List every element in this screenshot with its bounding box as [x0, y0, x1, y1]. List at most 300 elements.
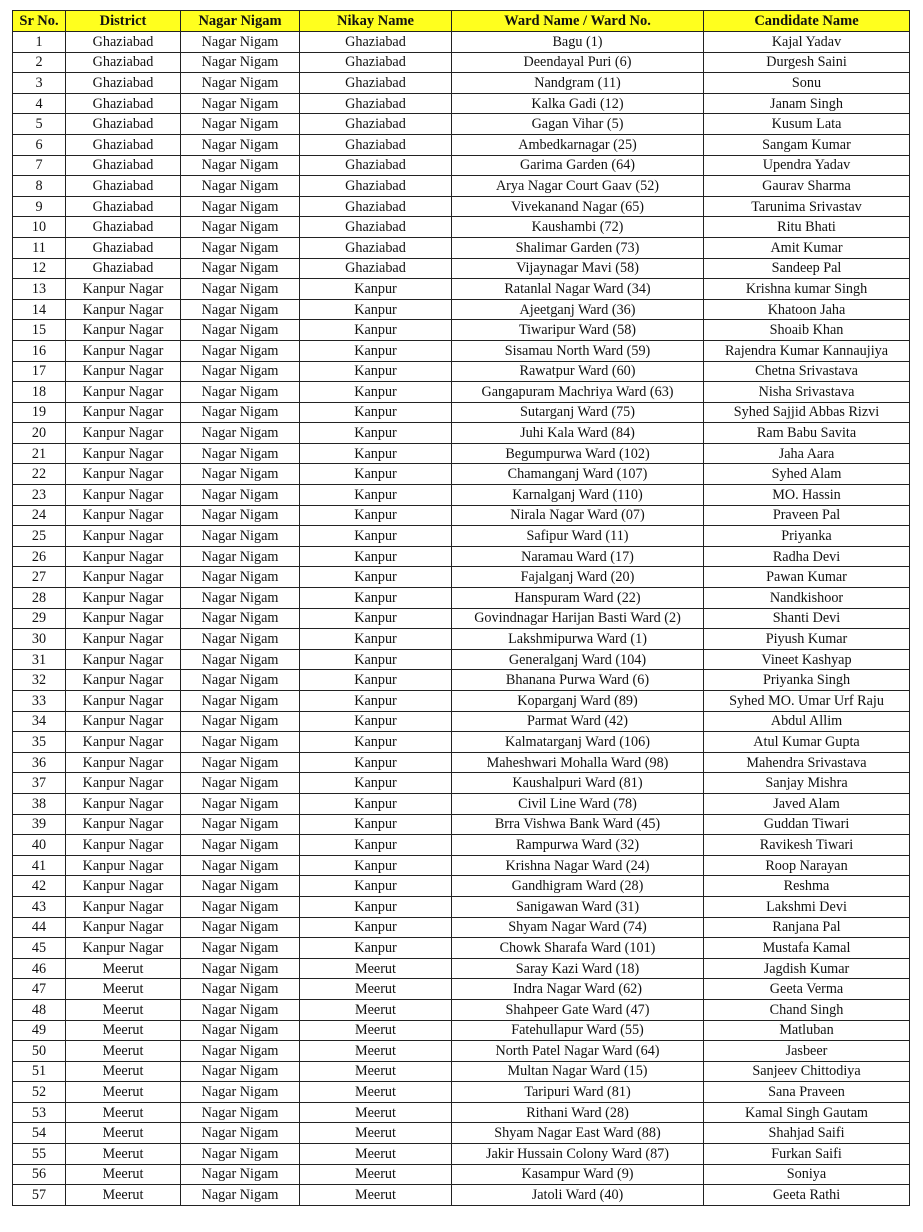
candidate-name-cell: Soniya [704, 1164, 910, 1185]
candidate-list-sheet [12, 10, 909, 1206]
ward-name-cell: Kasampur Ward (9) [452, 1164, 704, 1185]
table-row [13, 485, 910, 506]
ward-name-cell: Shyam Nagar East Ward (88) [452, 1123, 704, 1144]
candidate-name-cell: Ram Babu Savita [704, 423, 910, 444]
nagar-nigam-cell: Nagar Nigam [181, 382, 300, 403]
ward-name-cell: Gangapuram Machriya Ward (63) [452, 382, 704, 403]
sr-no-cell: 44 [13, 917, 66, 938]
ward-name-cell: Ajeetganj Ward (36) [452, 299, 704, 320]
sr-no-cell: 4 [13, 93, 66, 114]
district-cell: Kanpur Nagar [66, 382, 181, 403]
nagar-nigam-cell: Nagar Nigam [181, 855, 300, 876]
sr-no-cell: 53 [13, 1102, 66, 1123]
candidate-name-cell: Furkan Saifi [704, 1144, 910, 1165]
table-row [13, 196, 910, 217]
table-row [13, 691, 910, 712]
sr-no-cell: 19 [13, 402, 66, 423]
candidate-name-cell: Mustafa Kamal [704, 938, 910, 959]
nagar-nigam-cell: Nagar Nigam [181, 1144, 300, 1165]
candidate-name-cell: Amit Kumar [704, 237, 910, 258]
candidate-name-cell: Mahendra Srivastava [704, 752, 910, 773]
nikay-name-cell: Kanpur [300, 279, 452, 300]
nikay-name-cell: Kanpur [300, 340, 452, 361]
sr-no-cell: 36 [13, 752, 66, 773]
district-cell: Kanpur Nagar [66, 938, 181, 959]
district-cell: Ghaziabad [66, 32, 181, 53]
table-row [13, 340, 910, 361]
nagar-nigam-cell: Nagar Nigam [181, 526, 300, 547]
nikay-name-cell: Kanpur [300, 732, 452, 753]
nagar-nigam-cell: Nagar Nigam [181, 52, 300, 73]
candidate-name-cell: Javed Alam [704, 793, 910, 814]
table-row [13, 608, 910, 629]
ward-name-cell: Sisamau North Ward (59) [452, 340, 704, 361]
header-nikay-name: Nikay Name [300, 11, 452, 32]
ward-name-cell: Civil Line Ward (78) [452, 793, 704, 814]
district-cell: Kanpur Nagar [66, 567, 181, 588]
sr-no-cell: 52 [13, 1082, 66, 1103]
candidate-name-cell: Sana Praveen [704, 1082, 910, 1103]
ward-name-cell: Brra Vishwa Bank Ward (45) [452, 814, 704, 835]
nikay-name-cell: Kanpur [300, 485, 452, 506]
nikay-name-cell: Meerut [300, 1082, 452, 1103]
ward-name-cell: Kalmatarganj Ward (106) [452, 732, 704, 753]
candidate-name-cell: Sonu [704, 73, 910, 94]
sr-no-cell: 12 [13, 258, 66, 279]
ward-name-cell: Govindnagar Harijan Basti Ward (2) [452, 608, 704, 629]
candidate-name-cell: Atul Kumar Gupta [704, 732, 910, 753]
sr-no-cell: 35 [13, 732, 66, 753]
sr-no-cell: 48 [13, 999, 66, 1020]
candidate-name-cell: Shanti Devi [704, 608, 910, 629]
sr-no-cell: 1 [13, 32, 66, 53]
sr-no-cell: 16 [13, 340, 66, 361]
sr-no-cell: 9 [13, 196, 66, 217]
ward-name-cell: Taripuri Ward (81) [452, 1082, 704, 1103]
table-row [13, 382, 910, 403]
header-candidate-name: Candidate Name [704, 11, 910, 32]
nagar-nigam-cell: Nagar Nigam [181, 485, 300, 506]
table-row [13, 237, 910, 258]
nikay-name-cell: Kanpur [300, 402, 452, 423]
district-cell: Kanpur Nagar [66, 876, 181, 897]
candidate-name-cell: Chetna Srivastava [704, 361, 910, 382]
sr-no-cell: 46 [13, 958, 66, 979]
nagar-nigam-cell: Nagar Nigam [181, 546, 300, 567]
sr-no-cell: 33 [13, 691, 66, 712]
table-row [13, 649, 910, 670]
sr-no-cell: 13 [13, 279, 66, 300]
table-row [13, 588, 910, 609]
ward-name-cell: Jakir Hussain Colony Ward (87) [452, 1144, 704, 1165]
sr-no-cell: 11 [13, 237, 66, 258]
district-cell: Meerut [66, 1123, 181, 1144]
ward-name-cell: Gandhigram Ward (28) [452, 876, 704, 897]
ward-name-cell: Hanspuram Ward (22) [452, 588, 704, 609]
ward-name-cell: Gagan Vihar (5) [452, 114, 704, 135]
table-row [13, 32, 910, 53]
nagar-nigam-cell: Nagar Nigam [181, 299, 300, 320]
header-district: District [66, 11, 181, 32]
sr-no-cell: 25 [13, 526, 66, 547]
header-sr-no: Sr No. [13, 11, 66, 32]
district-cell: Kanpur Nagar [66, 835, 181, 856]
nagar-nigam-cell: Nagar Nigam [181, 691, 300, 712]
ward-name-cell: Maheshwari Mohalla Ward (98) [452, 752, 704, 773]
nikay-name-cell: Kanpur [300, 546, 452, 567]
nikay-name-cell: Meerut [300, 958, 452, 979]
candidate-name-cell: Matluban [704, 1020, 910, 1041]
candidate-name-cell: Praveen Pal [704, 505, 910, 526]
sr-no-cell: 56 [13, 1164, 66, 1185]
sr-no-cell: 22 [13, 464, 66, 485]
ward-name-cell: Bhanana Purwa Ward (6) [452, 670, 704, 691]
table-row [13, 732, 910, 753]
header-nagar-nigam: Nagar Nigam [181, 11, 300, 32]
sr-no-cell: 45 [13, 938, 66, 959]
table-row [13, 361, 910, 382]
sr-no-cell: 23 [13, 485, 66, 506]
candidate-name-cell: Kamal Singh Gautam [704, 1102, 910, 1123]
ward-name-cell: Arya Nagar Court Gaav (52) [452, 176, 704, 197]
sr-no-cell: 7 [13, 155, 66, 176]
candidate-name-cell: Sandeep Pal [704, 258, 910, 279]
nagar-nigam-cell: Nagar Nigam [181, 999, 300, 1020]
ward-name-cell: Kalka Gadi (12) [452, 93, 704, 114]
candidate-name-cell: Vineet Kashyap [704, 649, 910, 670]
candidate-name-cell: Nandkishoor [704, 588, 910, 609]
ward-name-cell: Vijaynagar Mavi (58) [452, 258, 704, 279]
nagar-nigam-cell: Nagar Nigam [181, 258, 300, 279]
nagar-nigam-cell: Nagar Nigam [181, 73, 300, 94]
sr-no-cell: 5 [13, 114, 66, 135]
ward-name-cell: Rampurwa Ward (32) [452, 835, 704, 856]
nagar-nigam-cell: Nagar Nigam [181, 938, 300, 959]
ward-name-cell: Shahpeer Gate Ward (47) [452, 999, 704, 1020]
candidate-table [12, 10, 910, 1206]
nikay-name-cell: Meerut [300, 1164, 452, 1185]
district-cell: Kanpur Nagar [66, 546, 181, 567]
sr-no-cell: 28 [13, 588, 66, 609]
nikay-name-cell: Kanpur [300, 938, 452, 959]
district-cell: Meerut [66, 1185, 181, 1206]
sr-no-cell: 15 [13, 320, 66, 341]
candidate-name-cell: Geeta Verma [704, 979, 910, 1000]
sr-no-cell: 51 [13, 1061, 66, 1082]
nikay-name-cell: Kanpur [300, 917, 452, 938]
header-row [13, 11, 910, 32]
table-row [13, 1082, 910, 1103]
sr-no-cell: 2 [13, 52, 66, 73]
sr-no-cell: 10 [13, 217, 66, 238]
district-cell: Meerut [66, 979, 181, 1000]
nikay-name-cell: Kanpur [300, 382, 452, 403]
table-row [13, 999, 910, 1020]
nagar-nigam-cell: Nagar Nigam [181, 793, 300, 814]
nagar-nigam-cell: Nagar Nigam [181, 896, 300, 917]
ward-name-cell: Lakshmipurwa Ward (1) [452, 629, 704, 650]
district-cell: Kanpur Nagar [66, 649, 181, 670]
ward-name-cell: Safipur Ward (11) [452, 526, 704, 547]
sr-no-cell: 32 [13, 670, 66, 691]
candidate-name-cell: Priyanka [704, 526, 910, 547]
nikay-name-cell: Kanpur [300, 896, 452, 917]
district-cell: Kanpur Nagar [66, 608, 181, 629]
ward-name-cell: Generalganj Ward (104) [452, 649, 704, 670]
table-row [13, 855, 910, 876]
nagar-nigam-cell: Nagar Nigam [181, 443, 300, 464]
ward-name-cell: Shyam Nagar Ward (74) [452, 917, 704, 938]
nikay-name-cell: Kanpur [300, 423, 452, 444]
district-cell: Kanpur Nagar [66, 320, 181, 341]
table-row [13, 917, 910, 938]
ward-name-cell: Fajalganj Ward (20) [452, 567, 704, 588]
nikay-name-cell: Kanpur [300, 835, 452, 856]
nikay-name-cell: Meerut [300, 1061, 452, 1082]
nagar-nigam-cell: Nagar Nigam [181, 279, 300, 300]
ward-name-cell: Ambedkarnagar (25) [452, 134, 704, 155]
nagar-nigam-cell: Nagar Nigam [181, 1082, 300, 1103]
district-cell: Kanpur Nagar [66, 752, 181, 773]
nikay-name-cell: Ghaziabad [300, 114, 452, 135]
sr-no-cell: 26 [13, 546, 66, 567]
candidate-name-cell: Jaha Aara [704, 443, 910, 464]
nagar-nigam-cell: Nagar Nigam [181, 505, 300, 526]
candidate-name-cell: Sangam Kumar [704, 134, 910, 155]
sr-no-cell: 43 [13, 896, 66, 917]
nagar-nigam-cell: Nagar Nigam [181, 958, 300, 979]
sr-no-cell: 29 [13, 608, 66, 629]
nikay-name-cell: Meerut [300, 1185, 452, 1206]
table-row [13, 114, 910, 135]
table-row [13, 1123, 910, 1144]
district-cell: Kanpur Nagar [66, 855, 181, 876]
table-row [13, 176, 910, 197]
district-cell: Kanpur Nagar [66, 464, 181, 485]
nagar-nigam-cell: Nagar Nigam [181, 1185, 300, 1206]
district-cell: Ghaziabad [66, 196, 181, 217]
sr-no-cell: 30 [13, 629, 66, 650]
nagar-nigam-cell: Nagar Nigam [181, 423, 300, 444]
nagar-nigam-cell: Nagar Nigam [181, 237, 300, 258]
nagar-nigam-cell: Nagar Nigam [181, 752, 300, 773]
nikay-name-cell: Ghaziabad [300, 134, 452, 155]
district-cell: Ghaziabad [66, 176, 181, 197]
table-row [13, 505, 910, 526]
table-row [13, 155, 910, 176]
nagar-nigam-cell: Nagar Nigam [181, 629, 300, 650]
sr-no-cell: 6 [13, 134, 66, 155]
table-row [13, 1020, 910, 1041]
sr-no-cell: 31 [13, 649, 66, 670]
district-cell: Ghaziabad [66, 134, 181, 155]
ward-name-cell: Tiwaripur Ward (58) [452, 320, 704, 341]
district-cell: Kanpur Nagar [66, 485, 181, 506]
nikay-name-cell: Meerut [300, 1123, 452, 1144]
nikay-name-cell: Kanpur [300, 773, 452, 794]
table-row [13, 876, 910, 897]
nagar-nigam-cell: Nagar Nigam [181, 361, 300, 382]
nikay-name-cell: Kanpur [300, 361, 452, 382]
table-row [13, 958, 910, 979]
nagar-nigam-cell: Nagar Nigam [181, 1164, 300, 1185]
nikay-name-cell: Meerut [300, 999, 452, 1020]
sr-no-cell: 3 [13, 73, 66, 94]
sr-no-cell: 38 [13, 793, 66, 814]
ward-name-cell: Shalimar Garden (73) [452, 237, 704, 258]
nagar-nigam-cell: Nagar Nigam [181, 176, 300, 197]
ward-name-cell: Chamanganj Ward (107) [452, 464, 704, 485]
ward-name-cell: Deendayal Puri (6) [452, 52, 704, 73]
table-row [13, 567, 910, 588]
table-row [13, 1041, 910, 1062]
nagar-nigam-cell: Nagar Nigam [181, 649, 300, 670]
district-cell: Ghaziabad [66, 155, 181, 176]
ward-name-cell: Karnalganj Ward (110) [452, 485, 704, 506]
district-cell: Kanpur Nagar [66, 588, 181, 609]
candidate-name-cell: Syhed Sajjid Abbas Rizvi [704, 402, 910, 423]
nikay-name-cell: Kanpur [300, 588, 452, 609]
ward-name-cell: Nirala Nagar Ward (07) [452, 505, 704, 526]
sr-no-cell: 40 [13, 835, 66, 856]
nikay-name-cell: Kanpur [300, 526, 452, 547]
table-row [13, 52, 910, 73]
nagar-nigam-cell: Nagar Nigam [181, 196, 300, 217]
ward-name-cell: Vivekanand Nagar (65) [452, 196, 704, 217]
ward-name-cell: Indra Nagar Ward (62) [452, 979, 704, 1000]
table-row [13, 814, 910, 835]
nagar-nigam-cell: Nagar Nigam [181, 217, 300, 238]
district-cell: Ghaziabad [66, 237, 181, 258]
candidate-name-cell: Nisha Srivastava [704, 382, 910, 403]
candidate-name-cell: Reshma [704, 876, 910, 897]
sr-no-cell: 57 [13, 1185, 66, 1206]
table-row [13, 279, 910, 300]
table-row [13, 134, 910, 155]
sr-no-cell: 8 [13, 176, 66, 197]
nikay-name-cell: Kanpur [300, 629, 452, 650]
candidate-name-cell: Tarunima Srivastav [704, 196, 910, 217]
sr-no-cell: 20 [13, 423, 66, 444]
ward-name-cell: North Patel Nagar Ward (64) [452, 1041, 704, 1062]
nagar-nigam-cell: Nagar Nigam [181, 1102, 300, 1123]
candidate-name-cell: Lakshmi Devi [704, 896, 910, 917]
table-row [13, 1102, 910, 1123]
header-ward-name: Ward Name / Ward No. [452, 11, 704, 32]
sr-no-cell: 21 [13, 443, 66, 464]
nikay-name-cell: Kanpur [300, 567, 452, 588]
district-cell: Kanpur Nagar [66, 279, 181, 300]
ward-name-cell: Saray Kazi Ward (18) [452, 958, 704, 979]
nikay-name-cell: Ghaziabad [300, 93, 452, 114]
candidate-name-cell: Ritu Bhati [704, 217, 910, 238]
candidate-name-cell: Chand Singh [704, 999, 910, 1020]
nikay-name-cell: Kanpur [300, 608, 452, 629]
nikay-name-cell: Kanpur [300, 855, 452, 876]
candidate-name-cell: Durgesh Saini [704, 52, 910, 73]
nagar-nigam-cell: Nagar Nigam [181, 464, 300, 485]
nikay-name-cell: Ghaziabad [300, 237, 452, 258]
candidate-name-cell: Gaurav Sharma [704, 176, 910, 197]
district-cell: Ghaziabad [66, 114, 181, 135]
district-cell: Kanpur Nagar [66, 793, 181, 814]
sr-no-cell: 17 [13, 361, 66, 382]
nagar-nigam-cell: Nagar Nigam [181, 1123, 300, 1144]
ward-name-cell: Nandgram (11) [452, 73, 704, 94]
table-row [13, 464, 910, 485]
candidate-name-cell: Jagdish Kumar [704, 958, 910, 979]
district-cell: Kanpur Nagar [66, 299, 181, 320]
sr-no-cell: 37 [13, 773, 66, 794]
sr-no-cell: 42 [13, 876, 66, 897]
district-cell: Kanpur Nagar [66, 361, 181, 382]
candidate-name-cell: Guddan Tiwari [704, 814, 910, 835]
table-row [13, 938, 910, 959]
district-cell: Ghaziabad [66, 52, 181, 73]
nikay-name-cell: Kanpur [300, 711, 452, 732]
district-cell: Meerut [66, 958, 181, 979]
district-cell: Kanpur Nagar [66, 773, 181, 794]
nikay-name-cell: Kanpur [300, 464, 452, 485]
district-cell: Kanpur Nagar [66, 505, 181, 526]
table-row [13, 1061, 910, 1082]
nikay-name-cell: Meerut [300, 1144, 452, 1165]
nikay-name-cell: Ghaziabad [300, 176, 452, 197]
candidate-name-cell: Rajendra Kumar Kannaujiya [704, 340, 910, 361]
district-cell: Meerut [66, 1041, 181, 1062]
candidate-name-cell: Pawan Kumar [704, 567, 910, 588]
table-row [13, 402, 910, 423]
table-body [13, 32, 910, 1206]
table-row [13, 443, 910, 464]
ward-name-cell: Garima Garden (64) [452, 155, 704, 176]
nagar-nigam-cell: Nagar Nigam [181, 876, 300, 897]
table-row [13, 546, 910, 567]
nagar-nigam-cell: Nagar Nigam [181, 402, 300, 423]
nikay-name-cell: Kanpur [300, 793, 452, 814]
table-row [13, 93, 910, 114]
nagar-nigam-cell: Nagar Nigam [181, 1041, 300, 1062]
nikay-name-cell: Ghaziabad [300, 217, 452, 238]
candidate-name-cell: Krishna kumar Singh [704, 279, 910, 300]
candidate-name-cell: Roop Narayan [704, 855, 910, 876]
district-cell: Meerut [66, 999, 181, 1020]
district-cell: Ghaziabad [66, 217, 181, 238]
ward-name-cell: Krishna Nagar Ward (24) [452, 855, 704, 876]
ward-name-cell: Juhi Kala Ward (84) [452, 423, 704, 444]
ward-name-cell: Rawatpur Ward (60) [452, 361, 704, 382]
district-cell: Kanpur Nagar [66, 896, 181, 917]
nikay-name-cell: Meerut [300, 1020, 452, 1041]
district-cell: Kanpur Nagar [66, 732, 181, 753]
candidate-name-cell: Kajal Yadav [704, 32, 910, 53]
table-row [13, 979, 910, 1000]
candidate-name-cell: MO. Hassin [704, 485, 910, 506]
nikay-name-cell: Meerut [300, 1041, 452, 1062]
table-row [13, 423, 910, 444]
ward-name-cell: Bagu (1) [452, 32, 704, 53]
nagar-nigam-cell: Nagar Nigam [181, 1061, 300, 1082]
nikay-name-cell: Kanpur [300, 752, 452, 773]
candidate-name-cell: Priyanka Singh [704, 670, 910, 691]
candidate-name-cell: Janam Singh [704, 93, 910, 114]
table-row [13, 73, 910, 94]
sr-no-cell: 54 [13, 1123, 66, 1144]
nagar-nigam-cell: Nagar Nigam [181, 32, 300, 53]
district-cell: Meerut [66, 1061, 181, 1082]
ward-name-cell: Begumpurwa Ward (102) [452, 443, 704, 464]
district-cell: Meerut [66, 1082, 181, 1103]
